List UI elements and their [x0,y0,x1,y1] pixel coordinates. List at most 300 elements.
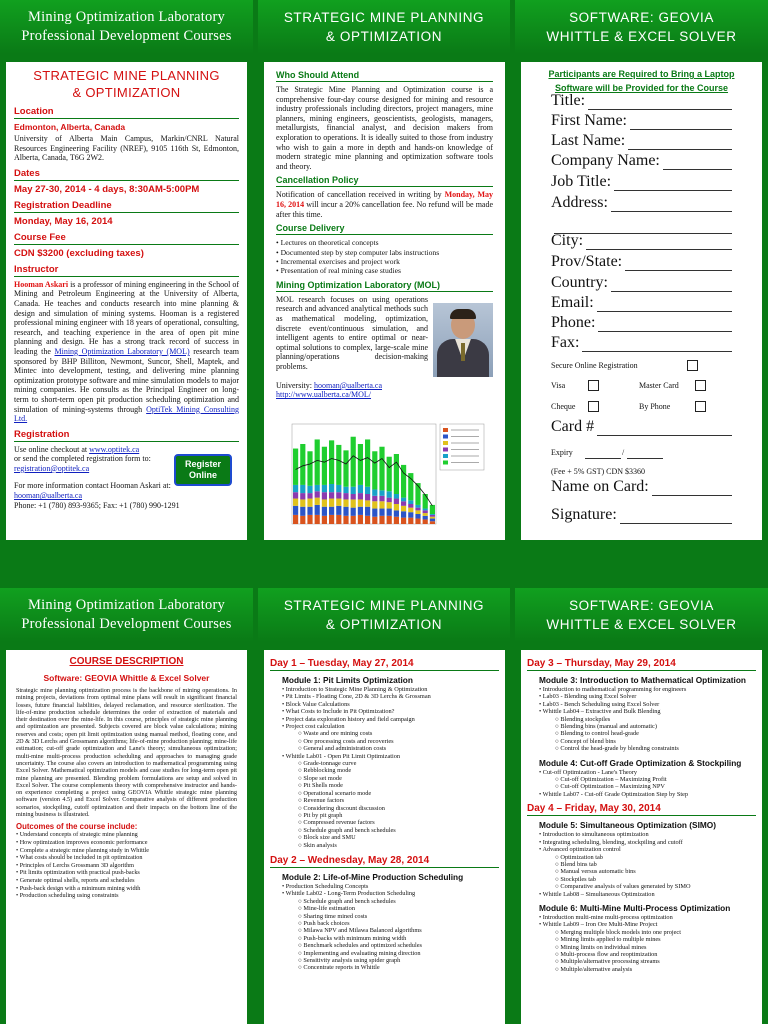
chart-bar-segment [336,445,341,485]
title-line-1: STRATEGIC MINE PLANNING [33,68,220,83]
sub-list-item: ○ Blending bins (manual and automatic) [555,723,756,730]
name-on-card-field[interactable] [551,478,732,496]
chart-bar-segment [408,504,413,508]
legend-swatch [443,461,448,465]
chart-bar-segment [379,501,384,508]
form-field-line[interactable] [586,249,732,250]
list-item: • Principles of Lerchs Grossmann 3D algorithm [16,862,237,870]
form-field[interactable] [551,112,732,130]
course-fee-value: CDN $3200 (excluding taxes) [14,247,144,259]
registration-email-link[interactable]: registration@optitek.ca [14,463,90,473]
module4-title: Module 4: Cut-off Grade Optimization & Stockpiling [539,757,742,768]
chart-bar-segment [423,519,428,524]
cancel-date: Monday, May 16, 2014 [276,190,494,209]
header-right-bottom [515,588,768,642]
list-item-label: Block Value Calculations [285,700,350,708]
chart-bar-segment [336,499,341,506]
list-item-label: Whittle Lab09 – Iron Ore Multi-Mine Project [542,921,658,929]
optitek-url-link[interactable]: www.optitek.ca [89,444,140,454]
header-line-1: STRATEGIC MINE PLANNING [283,10,485,25]
list-item-label: Whittle Lab02 - Long-Term Production Scheduling [285,890,416,898]
form-field-label: Prov/State: [551,253,623,270]
signature-label: Signature: [551,506,617,523]
mol-text: MOL research focuses on using operations research and advanced analytical methods such as mathematical modeling, optimization, discrete event/continuous simulation, and intelligent agents to entire optimal or near-optimal solutions to complex, large-scale mine planning/operations decision-making problems. [276,294,428,371]
chart-bar-segment [351,487,356,494]
sub-list-item: ○ Stockpiles tab [555,876,756,883]
sub-list-item: ○ Pit by pit graph [298,812,499,819]
list-item: • Production scheduling using constraints [16,892,237,900]
list-item [539,921,756,973]
chart-bar-segment [430,515,435,517]
form-field-label: Fax: [551,334,580,351]
chart-bar-segment [372,509,377,517]
university-line [276,381,493,391]
sub-list-item: ○ Push back choices [298,920,499,927]
module6-title: Module 6: Multi-Mine Multi-Process Optimization [539,902,731,913]
chart-bar-segment [329,507,334,515]
sub-list-item: ○ Rebblocking mode [298,767,499,774]
form-field-line[interactable] [597,311,732,312]
legend-swatch [443,441,448,445]
chart-bar-segment [365,494,370,500]
registration-deadline-heading: Registration Deadline [14,200,239,213]
chart-bar-segment [343,499,348,506]
chart-bar-segment [293,506,298,515]
chart-bar-segment [336,515,341,524]
chart-bar-segment [379,496,384,501]
list-item [539,708,756,752]
sub-list-item: ○ Blending stockpiles [555,716,756,723]
form-field-label: Email: [551,294,594,311]
chart-bar-segment [343,450,348,486]
sub-list-item: ○ Compressed revenue factors [298,819,499,826]
card-number-field[interactable] [551,418,732,436]
location-heading: Location [14,106,239,119]
laptop-notice: Participants are Required to Bring a Laptop [548,69,735,79]
cancel-text-1: Notification of cancellation received in writing by [276,190,445,200]
chart-bar-segment [336,492,341,498]
day1-heading: Day 1 – Tuesday, May 27, 2014 [270,658,499,671]
fee-text: (Fee + 5% GST) CDN $3360 [551,467,646,476]
form-field-label: City: [551,232,584,249]
chart-bar-segment [322,485,327,492]
list-item [282,883,499,890]
chart-bar-segment [394,510,399,516]
list-item: • Presentation of real mining case studies [276,266,493,275]
course-fee-heading: Course Fee [14,232,239,245]
chart-bar-segment [365,507,370,516]
contact-text: For more information contact Hooman Askari at: [14,481,171,491]
expiry-separator: / [622,448,625,457]
list-item-label: Project cost calculation [285,723,345,731]
legend-swatch [443,448,448,452]
chart-bar-segment [372,501,377,508]
chart-bar-segment [322,507,327,516]
form-field-line[interactable] [588,109,732,110]
cheque-label: Cheque [551,402,576,411]
header-line-1: Mining Optimization Laboratory [28,9,225,25]
panel-who-attend [264,62,505,540]
panel-course-description [6,650,247,1024]
list-item-label: Introduction to mathematical programming for engineers [542,686,687,693]
chart-bar-segment [351,508,356,516]
chart-bar-segment [372,489,377,495]
list-item [539,846,756,890]
header-line-2: Professional Development Courses [21,616,232,632]
list-item [282,890,499,971]
legend-swatch [443,435,448,439]
list-item: • Understand concepts of strategic mine planning [16,831,237,839]
header-line-2: & OPTIMIZATION [325,617,443,632]
expiry-month-field[interactable] [585,458,621,459]
list-item-label: Whittle Lab01 - Open Pit Limit Optimization [285,752,401,760]
header-left-bottom [0,588,253,642]
location-address: University of Alberta Main Campus, Markin/CNRL Natural Resources Engineering Facility (NREF), 9105 116th St, Edmonton, Alberta, Canada, T6G 2W2. [14,134,239,163]
chart-bar-segment [423,509,428,511]
chart-bar-segment [379,509,384,516]
chart-bar-segment [365,516,370,524]
byphone-label: By Phone [639,402,671,411]
cancellation-heading: Cancellation Policy [276,175,493,187]
sub-list-item: ○ Block size and SMU [298,834,499,841]
list-item-label: What Costs to Include in Pit Optimization? [285,708,395,716]
instructor-name: Hooman Askari [14,279,69,289]
chart-bar-segment [329,515,334,524]
chart-bar-segment [351,516,356,524]
chart-bar-segment [365,500,370,506]
sub-list-item: ○ Multiple/alternative analysis [555,966,756,973]
sub-list-item: ○ Sharing time mined costs [298,913,499,920]
list-item-label: Whittle Lab08 – Simultaneous Optimization [542,890,655,898]
chart-bar-segment [307,499,312,507]
chart-bar-segment [394,494,399,499]
list-item [539,686,756,693]
registration-heading: Registration [14,429,239,442]
list-item: • Push-back design with a minimum mining width [16,885,237,893]
chart-bar-segment [315,439,320,484]
chart-bar-segment [300,444,305,485]
chart-bar-segment [322,492,327,499]
sub-list-item: ○ Milawa NPV and Milawa Balanced algorithms [298,927,499,934]
module5-list [539,831,756,898]
mol-url-link[interactable]: http://www.ualberta.ca/MOL/ [276,390,372,400]
day2-heading: Day 2 – Wednesday, May 28, 2014 [270,855,499,868]
chart-bar-segment [379,490,384,495]
list-item: • Generate optimal shells, reports and schedules [16,877,237,885]
chart-bar-segment [401,518,406,524]
sub-list-item: ○ General and administration costs [298,745,499,752]
registration-text-2: or send the completed registration form to: [14,454,151,464]
chart-bar-segment [351,499,356,507]
list-item-label: Production Scheduling Concepts [285,882,369,890]
form-field[interactable] [551,132,732,150]
byphone-checkbox[interactable] [695,401,706,412]
form-field-line[interactable] [630,129,732,130]
cancel-text-2: will incur a 20% cancellation fee. No refund will be made after this time. [276,199,494,219]
header-line-2: WHITTLE & EXCEL SOLVER [546,617,737,632]
chart-bar-segment [408,518,413,524]
header-middle [258,0,510,54]
header-line-1: STRATEGIC MINE PLANNING [283,598,485,613]
chart-bar-segment [300,507,305,516]
module5-title: Module 5: Simultaneous Optimization (SIMO) [539,820,717,831]
list-item: • Pit limits optimization with practical push-backs [16,869,237,877]
who-attend-heading: Who Should Attend [276,70,493,82]
cheque-checkbox[interactable] [588,401,599,412]
registration-text-1: Use online checkout at [14,444,90,454]
chart-bar-segment [300,493,305,499]
sub-list [298,730,499,752]
chart-bar-segment [379,516,384,524]
chart-bar-segment [307,493,312,498]
form-field-line[interactable] [663,169,732,170]
chart-bar-segment [293,485,298,492]
chart-bar-segment [372,496,377,501]
chart-bar-segment [322,447,327,485]
header-line-1: SOFTWARE: GEOVIA [569,598,714,613]
chart-bar-segment [293,449,298,485]
list-item: • Complete a strategic mine planning study in Whittle [16,847,237,855]
chart-bar-segment [351,494,356,499]
list-item: • What costs should be included in pit optimization [16,854,237,862]
chart-bar-segment [423,494,428,509]
sub-list-item: ○ Mining limits on individual mines [555,944,756,951]
chart-bar-segment [336,506,341,515]
form-field[interactable] [551,334,732,352]
chart-bar-segment [315,485,320,491]
instructor-heading: Instructor [14,264,239,277]
form-field-line[interactable] [611,211,732,212]
list-item-label: Integrating scheduling, blending, stockpiling and cutoff [542,838,683,846]
register-online-button[interactable]: Register Online [174,454,232,486]
form-field-label: Last Name: [551,132,626,149]
list-item [539,769,756,791]
expiry-label: Expiry [551,448,573,457]
header-line-2: Professional Development Courses [21,28,232,44]
sub-list-item: ○ Blending to control head-grade [555,730,756,737]
chart-bar-segment [343,507,348,516]
chart-bar-segment [358,493,363,499]
chart-legend [440,424,484,470]
chart-bar-segment [387,502,392,508]
visa-checkbox[interactable] [588,380,599,391]
header-right [515,0,768,54]
sub-list-item: ○ Operational scenario mode [298,790,499,797]
sub-list-item: ○ Merging multiple block models into one project [555,929,756,936]
expiry-year-field[interactable] [627,458,663,459]
chart-bar-segment [343,516,348,524]
sub-list-item: ○ Mine-life estimation [298,905,499,912]
chart-bar-segment [343,487,348,493]
sub-list-item: ○ Skin analysis [298,842,499,849]
form-field[interactable] [551,152,732,170]
form-field-line[interactable] [582,351,732,352]
visa-label: Visa [551,381,566,390]
form-field-line[interactable] [598,331,732,332]
chart-plot-area [292,424,436,524]
chart-bar-segment [394,499,399,504]
dates-heading: Dates [14,168,239,181]
form-field-line[interactable] [614,190,732,191]
sub-list-item: ○ Cut-off Optimization – Maximizing NPV [555,783,756,790]
list-item-label: Project data exploration history and field campaign [285,715,415,723]
sub-list [298,760,499,849]
form-field[interactable] [551,314,732,332]
list-item [282,723,499,753]
title-line-2: & OPTIMIZATION [72,85,181,100]
contact-email-link[interactable]: hooman@ualberta.ca [14,491,83,501]
module3-list [539,686,756,753]
sub-list-item: ○ Ore processing costs and recoveries [298,738,499,745]
sub-list-item: ○ Slope set mode [298,775,499,782]
chart-bar-segment [336,485,341,492]
sub-list-item: ○ Waste and ore mining costs [298,730,499,737]
chart-bar-segment [307,515,312,524]
outcomes-heading: Outcomes of the course include: [16,822,138,832]
form-field[interactable] [551,92,732,110]
optitek-link[interactable]: OptiTek Mining Consulting Ltd. [14,404,240,424]
form-field-label: First Name: [551,112,627,129]
chart-bar-segment [300,485,305,493]
list-item-label: Introduction to simultaneous optimization [542,831,649,839]
module3-title: Module 3: Introduction to Mathematical Optimization [539,675,746,685]
panel-title [14,67,239,101]
list-item [539,831,756,838]
chart-bar-segment [315,505,320,515]
chart-bar-segment [358,515,363,524]
chart-bar-segment [401,511,406,517]
form-field-line[interactable] [625,270,732,271]
contact-phone: Phone: +1 (780) 893-9365; Fax: +1 (780) 990-1291 [14,500,180,510]
sub-list-item: ○ Pit Shells mode [298,782,499,789]
header-middle-bottom [258,588,510,642]
sub-list-item: ○ Concept of blend bins [555,738,756,745]
legend-swatch [443,428,448,432]
form-field[interactable] [551,294,732,312]
sub-list-item: ○ Control the head-grade by blending constraints [555,745,756,752]
form-field-line[interactable] [628,149,732,150]
chart-bar-segment [415,508,420,511]
header-line-1: Mining Optimization Laboratory [28,597,225,613]
form-field[interactable] [551,173,732,191]
software-notice: Software will be Provided for the Course [554,83,729,93]
form-field-label: Company Name: [551,152,660,169]
signature-field[interactable] [551,506,732,524]
header-line-2: WHITTLE & EXCEL SOLVER [546,29,737,44]
form-field[interactable] [551,253,732,271]
chart-bar-segment [329,492,334,498]
mol-link[interactable]: Mining Optimization Laboratory (MOL) [54,346,190,356]
who-attend-text: The Strategic Mine Planning and Optimization course is a comprehensive four-day course designed for mining and resource industry professionals including directors, project managers, mine planners, mining engineers, geoscientists, geologists, managers, metallurgists, financial analyst, and decision makers from exploration to operations. It is ideally suited to those from industry who wish to gain a more in depth and hands-on knowledge of modern strategic mine planning and optimization software tools and theory. [276,85,493,171]
chart-bar-segment [430,521,435,524]
sub-list-item: ○ Revenue factors [298,797,499,804]
course-description-text: Strategic mine planning optimization process is the backbone of mining operations. In mining projects, deviations from optimal mine plans will result in significant financial losses, future financial liabilities, delayed reclamation, and resource sterilization. The life-of-mine production schedule determines the order of extraction of materials and their destination over the mine-life. In this course, principles of strategic mine planning and optimization are presented. Subjects covered are block value calculations; mining reserves and costs; open pit limit optimization using manual method, floating cone, and 2D & 3D Lerchs and Grossmann algorithms; life-of-mine production planning; mine-life estimation; cut-off grade optimization and Lane's theory; simultaneous optimization; multi-mine multi-process production scheduling and approaches to managing grade uncertainty. The course also covers an introduction to mathematical programming using Excel Solver. Mathematical optimization models and case studies for long-term open pit mine planning are presented. Blending problem formulations are setup and solved in Excel Solver. The course complements theory with comprehensive instructor and hands-on experience completing a project using GEOVIA Whittle strategic mine planning software (version 4.5) and Excel Solver. Comparative analysis of different production scenarios, stockpiling, cutoff optimization and their impacts on the bottom line of the mining business is illustrated. [16,687,237,819]
form-field[interactable] [551,274,732,292]
sub-list-item: ○ Sensitivity analysis using spider graph [298,957,499,964]
chart-bar-segment [293,499,298,506]
chart-bar-segment [300,516,305,524]
chart-bar-segment [307,451,312,486]
chart-bar-segment [415,505,420,508]
sub-list-item: ○ Blend bins tab [555,861,756,868]
mastercard-label: Master Card [639,381,679,390]
list-item [539,693,756,700]
list-item: • Lectures on theoretical concepts [276,238,493,247]
header-line-2: & OPTIMIZATION [325,29,443,44]
list-item [539,839,756,846]
panel-day1-day2 [264,650,505,1024]
chart-bar-segment [387,516,392,524]
card-line[interactable] [597,435,732,436]
secure-online-checkbox[interactable] [687,360,698,371]
form-field-label: Title: [551,92,586,109]
list-item [539,791,756,798]
chart-bar-segment [401,501,406,506]
list-item [282,693,499,700]
list-item-label: Cut-off Optimization - Lane's Theory [542,768,638,776]
chart-bar-segment [315,491,320,497]
form-field[interactable] [551,194,732,212]
list-item: • Documented step by step computer labs instructions [276,248,493,257]
list-item: • How optimization improves economic performance [16,839,237,847]
sub-list-item: ○ Cut-off Optimization – Maximizing Profit [555,776,756,783]
list-item-label: Advanced optimization control [542,846,621,854]
list-item [539,914,756,921]
form-field-label: Country: [551,274,608,291]
chart-bar-segment [415,519,420,524]
chart-bar-segment [423,516,428,520]
chart-bar-segment [322,499,327,506]
chart-bar-segment [408,508,413,513]
form-field-label: Job Title: [551,173,612,190]
module2-title: Module 2: Life-of-Mine Production Scheduling [282,871,464,882]
name-on-card-line[interactable] [652,495,732,496]
form-field[interactable] [551,232,732,250]
form-field-line[interactable] [611,291,732,292]
sub-list-item: ○ Mining limits applied to multiple mines [555,936,756,943]
chart-bar-segment [365,487,370,494]
chart-bar-segment [401,498,406,502]
delivery-list [276,238,493,276]
panel-day3-day4 [521,650,762,1024]
university-email-link[interactable]: hooman@ualberta.ca [314,380,383,390]
signature-line[interactable] [620,523,732,524]
day3-heading: Day 3 – Thursday, May 29, 2014 [527,658,756,671]
chart-bar-segment [387,457,392,492]
registration-text [14,445,164,474]
mastercard-checkbox[interactable] [695,380,706,391]
location-city: Edmonton, Alberta, Canada [14,122,126,132]
list-item-label: Pit Limits - Floating Cone, 2D & 3D Lerchs & Grossman [285,693,431,701]
cancellation-text [276,190,493,219]
list-item [282,686,499,693]
chart-bar-segment [307,486,312,493]
chart-bar-segment [329,499,334,507]
chart-bar-segment [408,500,413,504]
chart-bar-segment [415,514,420,519]
chart-bar-segment [423,513,428,516]
sub-list [555,929,756,973]
form-field-label: Address: [551,194,608,211]
chart-bar-segment [401,506,406,511]
chart-bar-segment [343,493,348,499]
chart-bar-segment [415,510,420,514]
chart-bar-segment [394,517,399,524]
header-left [0,0,253,54]
sub-list [555,716,756,753]
chart-bar-segment [394,454,399,494]
sub-list-item: ○ Push-backs with minimum mining width [298,935,499,942]
